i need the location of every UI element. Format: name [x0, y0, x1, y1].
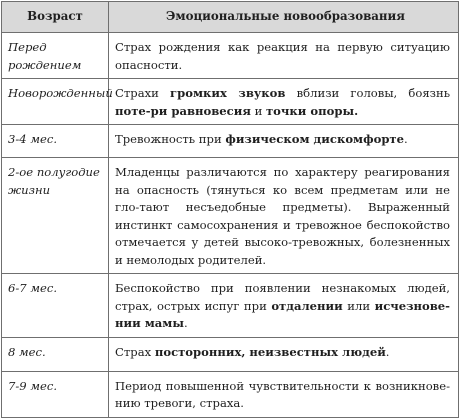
- age-cell: 2-ое полугодие жизни: [2, 158, 109, 274]
- emphasis-text: точки опоры.: [266, 103, 359, 118]
- age-cell: 6-7 мес.: [2, 274, 109, 338]
- table-row: [2, 274, 459, 338]
- table-row: [2, 79, 459, 125]
- emphasis-text: отдалении: [271, 298, 343, 313]
- age-cell: Перед рождением: [2, 33, 109, 79]
- description-text: и: [250, 103, 266, 118]
- description-text: Страх: [115, 344, 155, 359]
- table-body: [2, 33, 459, 418]
- age-cell: Новорожденный: [2, 79, 109, 125]
- description-cell: [109, 125, 459, 158]
- age-cell: 7-9 мес.: [2, 371, 109, 417]
- description-text: вблизи головы, боязнь: [285, 86, 451, 100]
- table-row: [2, 371, 459, 417]
- description-text: Период повышенной чувствительности к возникнове-нию тревоги, страха.: [115, 378, 450, 410]
- table-row: [2, 158, 459, 274]
- description-cell: [109, 79, 459, 125]
- description-text: Страх рождения как реакция на первую ситуацию опасности.: [115, 40, 450, 72]
- age-cell: 3-4 мес.: [2, 125, 109, 158]
- table-row: [2, 125, 459, 158]
- table-header-row: [2, 2, 459, 33]
- age-cell: 8 мес.: [2, 337, 109, 371]
- description-text: или: [342, 298, 375, 313]
- description-cell: [109, 158, 459, 274]
- column-header-age: Возраст: [2, 2, 109, 33]
- description-text: Беспокойство при появлении незнакомых людей, страх, острых испуг при: [115, 281, 450, 313]
- description-cell: [109, 33, 459, 79]
- description-cell: [109, 274, 459, 338]
- emphasis-text: посторонних, неизвестных людей: [154, 344, 386, 359]
- table-row: [2, 337, 459, 371]
- description-cell: [109, 371, 459, 417]
- description-text: .: [184, 316, 188, 330]
- description-text: .: [385, 344, 390, 359]
- description-text: Страхи: [115, 86, 171, 100]
- emotional-development-table: [1, 1, 459, 418]
- table-row: [2, 33, 459, 79]
- emphasis-text: физическом дискомфорте: [225, 132, 404, 146]
- description-text: Тревожность при: [115, 132, 226, 146]
- description-cell: [109, 337, 459, 371]
- description-text: Младенцы различаются по характеру реагирования на опасность (тянуться ко всем предметам или не гло-тают несъедобные предметы). Выраженный инстинкт самосохранения и тревожное беспокойство отмечается у детей высоко-тревожных, болезненных и немолодых родителей.: [115, 165, 450, 267]
- emphasis-text: громких звуков: [170, 86, 286, 100]
- column-header-neoformations: Эмоциональные новообразования: [109, 2, 459, 33]
- emphasis-text: поте-ри равновесия: [115, 103, 251, 118]
- emphasis-text: исчезнове-нии мамы: [115, 298, 450, 330]
- description-text: .: [403, 132, 408, 146]
